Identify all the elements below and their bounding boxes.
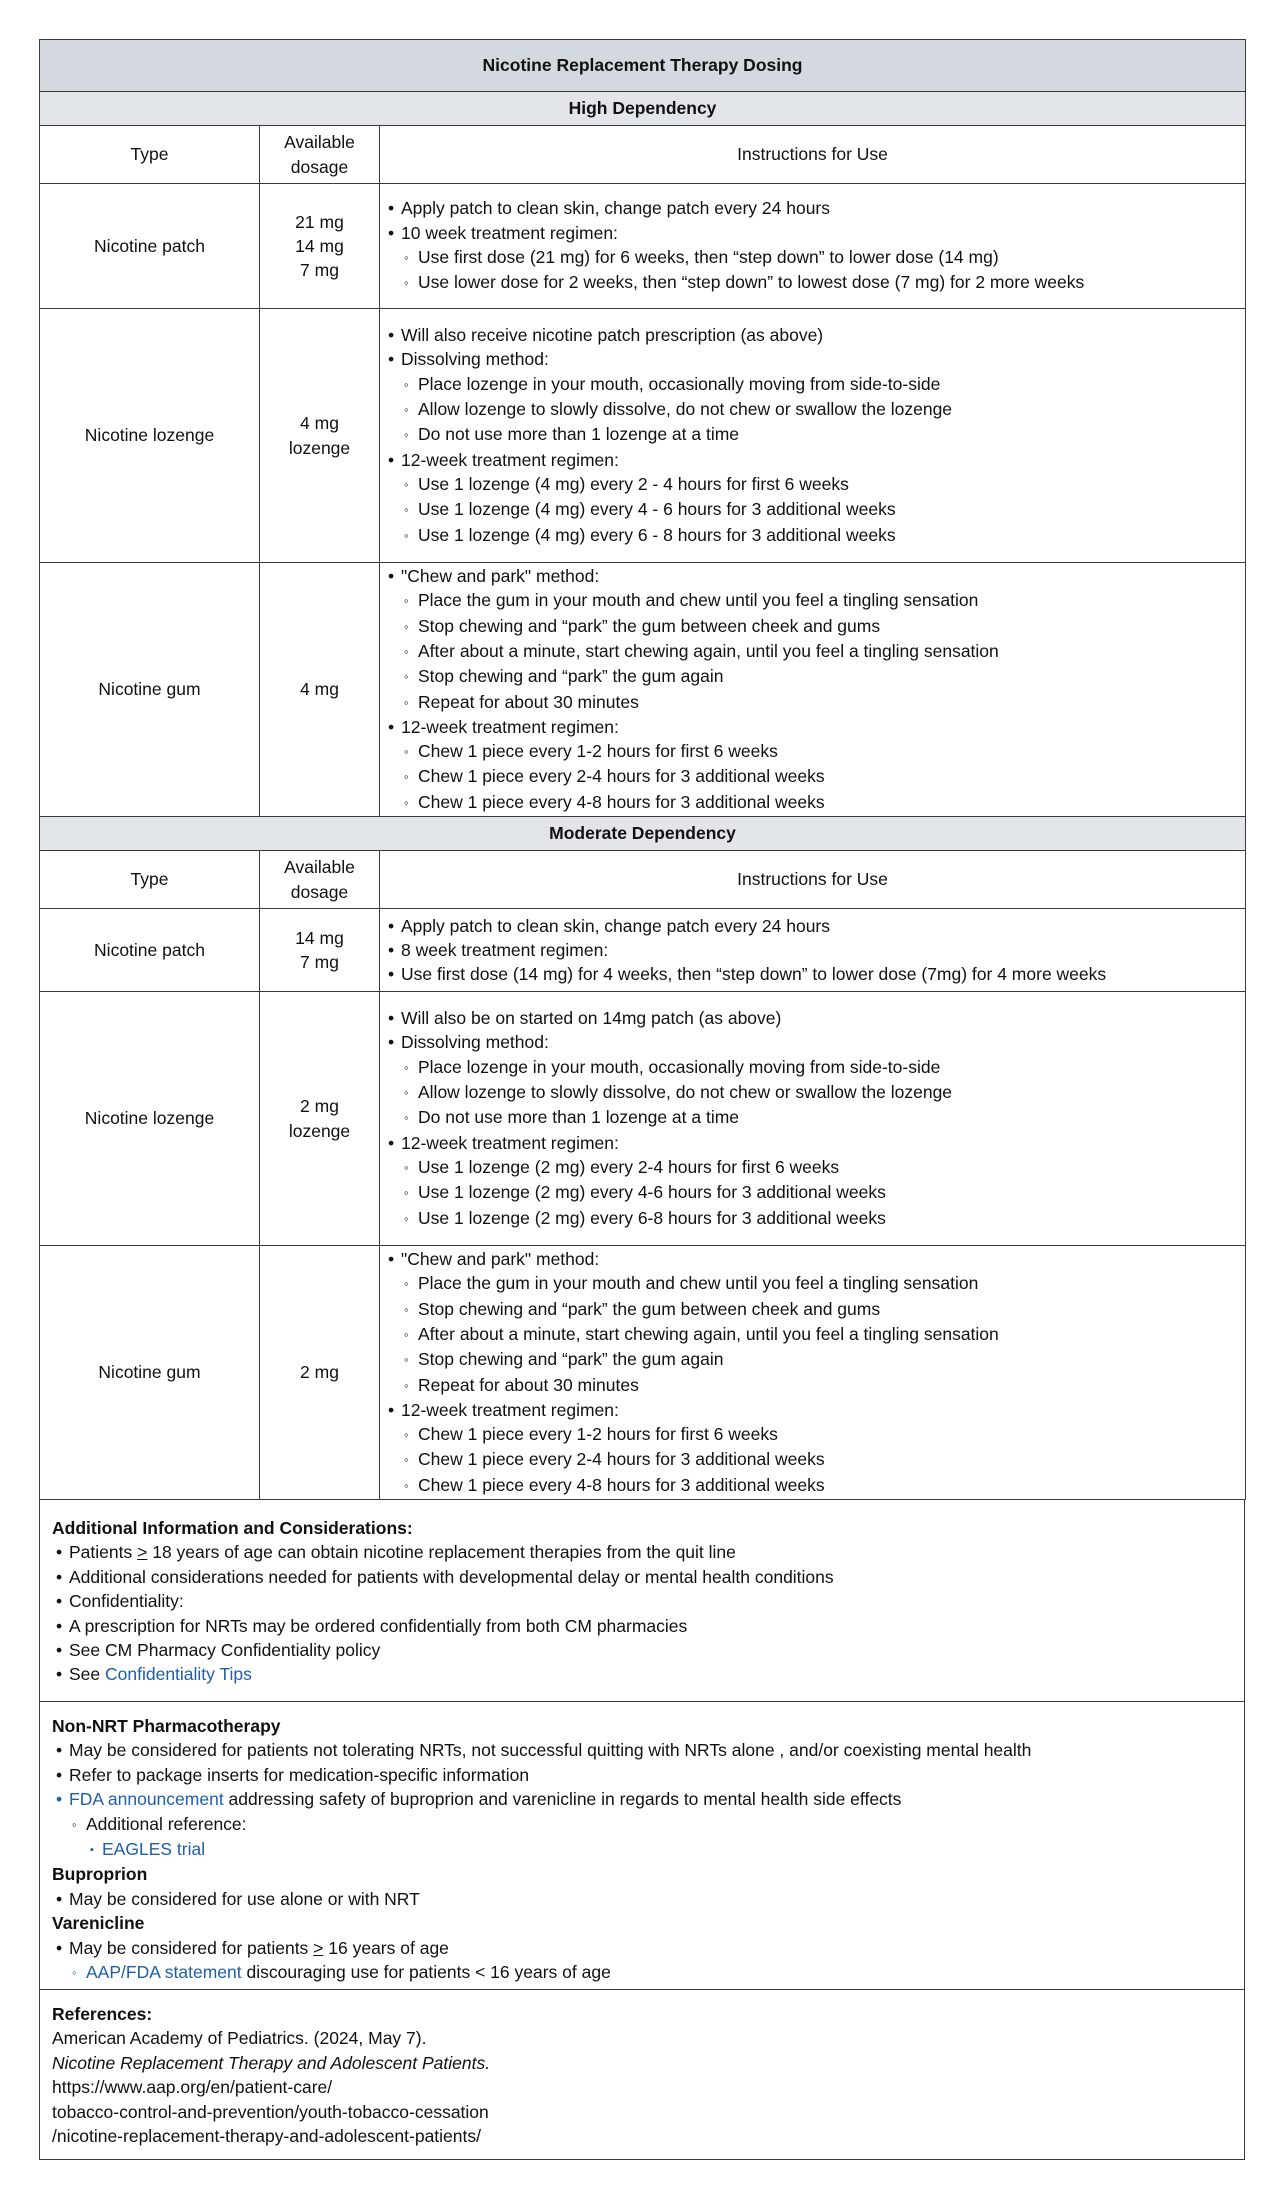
table-row xyxy=(40,563,1246,817)
circle-bullet-icon: ◦ xyxy=(404,502,409,518)
list-item xyxy=(388,790,1237,815)
list-item xyxy=(388,347,1237,371)
list-item xyxy=(388,690,1237,715)
circle-bullet-icon: ◦ xyxy=(404,427,409,443)
list-item xyxy=(388,1030,1237,1054)
instruction-text: 12-week treatment regimen: xyxy=(401,1132,619,1153)
circle-bullet-icon: ◦ xyxy=(404,402,409,418)
dosage-value: lozenge xyxy=(288,437,351,458)
list-item xyxy=(388,1105,1237,1130)
available-dosage xyxy=(260,563,380,817)
list-item xyxy=(388,372,1237,397)
list-item xyxy=(388,245,1237,270)
available-dosage xyxy=(260,309,380,563)
circle-bullet-icon: ◦ xyxy=(404,1059,409,1075)
eagles-trial-link[interactable]: EAGLES trial xyxy=(102,1839,206,1860)
list-item xyxy=(388,1373,1237,1398)
instruction-text: Chew 1 piece every 4-8 hours for 3 additional weeks xyxy=(418,1474,825,1495)
instructions-cell xyxy=(380,992,1246,1246)
nrt-type: Nicotine lozenge xyxy=(40,992,260,1246)
circle-bullet-icon: ◦ xyxy=(404,593,409,609)
available-dosage xyxy=(260,909,380,992)
instructions-cell xyxy=(380,909,1246,992)
list-item xyxy=(388,1447,1237,1472)
bullet-icon: • xyxy=(388,325,395,346)
list-item xyxy=(388,1422,1237,1447)
instructions-cell xyxy=(380,309,1246,563)
instruction-text: Dissolving method: xyxy=(401,1032,549,1053)
instruction-text: Chew 1 piece every 2-4 hours for 3 additional weeks xyxy=(418,766,825,787)
list-item xyxy=(388,472,1237,497)
circle-bullet-icon: ◦ xyxy=(404,694,409,710)
instruction-text: "Chew and park" method: xyxy=(401,566,600,587)
instruction-text: Use 1 lozenge (4 mg) every 2 - 4 hours for first 6 weeks xyxy=(418,473,849,494)
list-item xyxy=(388,1055,1237,1080)
bullet-icon: • xyxy=(56,1740,63,1761)
list-item xyxy=(388,523,1237,548)
circle-bullet-icon: ◦ xyxy=(404,744,409,760)
instruction-text: Use lower dose for 2 weeks, then “step down” to lowest dose (7 mg) for 2 more weeks xyxy=(418,272,1085,293)
instruction-text: Stop chewing and “park” the gum again xyxy=(418,666,724,687)
list-item xyxy=(388,1155,1237,1180)
circle-bullet-icon: ◦ xyxy=(404,1210,409,1226)
list-item xyxy=(388,221,1237,245)
list-item xyxy=(388,196,1237,220)
list-item: • Refer to package inserts for medication-specific information xyxy=(52,1763,1232,1787)
dosage-value: 2 mg xyxy=(300,1362,339,1383)
instruction-text: Chew 1 piece every 1-2 hours for first 6 weeks xyxy=(418,741,778,762)
list-item xyxy=(388,664,1237,689)
instruction-text: 10 week treatment regimen: xyxy=(401,222,618,243)
instruction-text: "Chew and park" method: xyxy=(401,1249,600,1270)
dosage-value: 14 mg xyxy=(295,235,344,256)
instruction-text: Place lozenge in your mouth, occasionally moving from side-to-side xyxy=(418,373,941,394)
instructions-list xyxy=(388,914,1237,987)
non-nrt-list xyxy=(52,1738,1232,1862)
instruction-text: Will also be on started on 14mg patch (as above) xyxy=(401,1008,782,1029)
nrt-type: Nicotine patch xyxy=(40,184,260,309)
nrt-type: Nicotine gum xyxy=(40,563,260,817)
bullet-icon: • xyxy=(388,1249,395,1270)
bullet-icon: • xyxy=(388,349,395,370)
section-row xyxy=(40,817,1246,851)
instruction-text: After about a minute, start chewing again, until you feel a tingling sensation xyxy=(418,1323,999,1344)
instruction-text: Place lozenge in your mouth, occasionally moving from side-to-side xyxy=(418,1056,941,1077)
non-nrt-box xyxy=(39,1702,1245,1990)
additional-info-heading: Additional Information and Considerations: xyxy=(52,1518,413,1538)
column-header-dosage-line: dosage xyxy=(290,881,349,902)
aap-fda-statement-link[interactable]: AAP/FDA statement xyxy=(86,1962,242,1983)
instruction-text: Use first dose (14 mg) for 4 weeks, then “step down” to lower dose (7mg) for 4 more weeks xyxy=(401,964,1107,985)
info-text: Patients xyxy=(69,1542,138,1563)
bullet-icon: • xyxy=(388,222,395,243)
bullet-icon: • xyxy=(388,198,395,219)
list-item: • May be considered for use alone or with NRT xyxy=(52,1887,1232,1911)
list-item xyxy=(388,1247,1237,1271)
circle-bullet-icon: ◦ xyxy=(404,769,409,785)
circle-bullet-icon: ◦ xyxy=(404,1326,409,1342)
circle-bullet-icon: ◦ xyxy=(404,527,409,543)
instruction-text: Use 1 lozenge (2 mg) every 6-8 hours for 3 additional weeks xyxy=(418,1207,886,1228)
list-item xyxy=(52,1589,1232,1613)
circle-bullet-icon: ◦ xyxy=(404,376,409,392)
reference-url: tobacco-control-and-prevention/youth-tobacco-cessation xyxy=(52,2101,489,2122)
confidentiality-tips-link[interactable]: Confidentiality Tips xyxy=(105,1664,252,1685)
instruction-text: Stop chewing and “park” the gum between cheek and gums xyxy=(418,1298,881,1319)
instructions-list xyxy=(388,1247,1237,1498)
circle-bullet-icon: ◦ xyxy=(404,1352,409,1368)
column-header-type: Type xyxy=(40,126,260,184)
instruction-text: Allow lozenge to slowly dissolve, do not chew or swallow the lozenge xyxy=(418,399,953,420)
reference-url: /nicotine-replacement-therapy-and-adolescent-patients/ xyxy=(52,2126,481,2147)
instruction-text: 8 week treatment regimen: xyxy=(401,939,609,960)
reference-title: Nicotine Replacement Therapy and Adolescent Patients. xyxy=(52,2052,491,2073)
instruction-text: Stop chewing and “park” the gum between cheek and gums xyxy=(418,615,881,636)
instructions-cell xyxy=(380,563,1246,817)
circle-bullet-icon: ◦ xyxy=(404,476,409,492)
instruction-text: Chew 1 piece every 2-4 hours for 3 additional weeks xyxy=(418,1449,825,1470)
list-item xyxy=(388,1322,1237,1347)
list-item xyxy=(52,1837,1232,1862)
list-item xyxy=(388,1297,1237,1322)
instruction-text: Apply patch to clean skin, change patch every 24 hours xyxy=(401,198,831,219)
list-item xyxy=(388,962,1237,986)
circle-bullet-icon: ◦ xyxy=(404,1110,409,1126)
column-header-dosage-line: dosage xyxy=(290,156,349,177)
bullet-icon: • xyxy=(56,1937,63,1958)
list-item xyxy=(388,1131,1237,1155)
list-item xyxy=(388,715,1237,739)
instruction-text: Chew 1 piece every 4-8 hours for 3 additional weeks xyxy=(418,791,825,812)
references-box xyxy=(39,1990,1245,2160)
list-item: • May be considered for patients not tolerating NRTs, not successful quitting with NRTs alone , and/or coexisting mental health xyxy=(52,1738,1232,1762)
varenicline-heading: Varenicline xyxy=(52,1913,145,1934)
list-item xyxy=(388,739,1237,764)
bullet-icon: • xyxy=(56,1542,63,1563)
circle-bullet-icon: ◦ xyxy=(404,1276,409,1292)
bullet-icon: • xyxy=(388,449,395,470)
instruction-text: Use 1 lozenge (4 mg) every 6 - 8 hours for 3 additional weeks xyxy=(418,524,896,545)
section-row xyxy=(40,92,1246,126)
bullet-icon: • xyxy=(388,915,395,936)
buproprion-list xyxy=(52,1887,1232,1911)
list-item: • FDA announcement addressing safety of buproprion and varenicline in regards to mental health side effects xyxy=(52,1787,1232,1811)
bullet-icon: • xyxy=(388,1132,395,1153)
bullet-icon: • xyxy=(56,1615,63,1636)
dosage-value: lozenge xyxy=(288,1120,351,1141)
bullet-icon: • xyxy=(56,1664,63,1685)
info-text: Confidentiality: xyxy=(69,1591,184,1612)
info-text: See CM Pharmacy Confidentiality policy xyxy=(69,1640,381,1661)
list-item xyxy=(388,1180,1237,1205)
list-item xyxy=(388,1006,1237,1030)
table-row xyxy=(40,184,1246,309)
list-item xyxy=(52,1638,1232,1662)
table-row xyxy=(40,309,1246,563)
varenicline-list xyxy=(52,1936,1232,1986)
dosage-value: 7 mg xyxy=(300,952,339,972)
list-item xyxy=(388,938,1237,962)
list-item xyxy=(388,397,1237,422)
list-item xyxy=(388,588,1237,613)
bullet-icon: • xyxy=(56,1640,63,1661)
instruction-text: 12-week treatment regimen: xyxy=(401,716,619,737)
list-item xyxy=(388,1080,1237,1105)
bullet-icon: • xyxy=(388,939,395,960)
info-text: A prescription for NRTs may be ordered confidentially from both CM pharmacies xyxy=(69,1615,688,1636)
list-item xyxy=(52,1565,1232,1589)
list-item: • May be considered for patients > 16 years of age xyxy=(52,1936,1232,1960)
circle-bullet-icon: ◦ xyxy=(404,643,409,659)
additional-info-box xyxy=(39,1500,1245,1702)
section-heading: High Dependency xyxy=(40,92,1246,126)
instruction-text: Will also receive nicotine patch prescription (as above) xyxy=(401,325,824,346)
column-header-dosage xyxy=(260,126,380,184)
circle-bullet-icon: ◦ xyxy=(404,1301,409,1317)
instructions-list xyxy=(388,564,1237,815)
circle-bullet-icon: ◦ xyxy=(404,669,409,685)
list-item xyxy=(388,270,1237,295)
bullet-icon: • xyxy=(56,1591,63,1612)
column-header-instructions: Instructions for Use xyxy=(380,126,1246,184)
instruction-text: After about a minute, start chewing again, until you feel a tingling sensation xyxy=(418,640,999,661)
instruction-text: Allow lozenge to slowly dissolve, do not chew or swallow the lozenge xyxy=(418,1082,953,1103)
available-dosage xyxy=(260,1246,380,1500)
dosage-value: 14 mg xyxy=(295,927,344,948)
table-row xyxy=(40,1246,1246,1500)
dosage-value: 4 mg xyxy=(300,679,339,700)
circle-bullet-icon: ◦ xyxy=(404,1185,409,1201)
column-header-instructions: Instructions for Use xyxy=(380,851,1246,909)
list-item xyxy=(388,914,1237,938)
instructions-cell xyxy=(380,184,1246,309)
info-text: Additional considerations needed for patients with developmental delay or mental health conditions xyxy=(69,1566,834,1587)
table-title: Nicotine Replacement Therapy Dosing xyxy=(40,40,1246,92)
nrt-type: Nicotine lozenge xyxy=(40,309,260,563)
additional-info-list xyxy=(52,1540,1232,1686)
circle-bullet-icon: ◦ xyxy=(72,1965,77,1981)
square-bullet-icon: ▪ xyxy=(90,1844,94,1857)
column-header-row xyxy=(40,851,1246,909)
section-heading: Moderate Dependency xyxy=(40,817,1246,851)
list-item xyxy=(388,448,1237,472)
bullet-icon: • xyxy=(56,1888,63,1909)
list-item: ◦ AAP/FDA statement discouraging use for patients < 16 years of age xyxy=(52,1960,1232,1985)
instructions-list xyxy=(388,323,1237,548)
dosage-value: 2 mg xyxy=(300,1096,339,1117)
instruction-text: Use first dose (21 mg) for 6 weeks, then “step down” to lower dose (14 mg) xyxy=(418,247,999,267)
references-heading: References: xyxy=(52,2004,153,2024)
instructions-cell xyxy=(380,1246,1246,1500)
circle-bullet-icon: ◦ xyxy=(404,1377,409,1393)
list-item xyxy=(388,639,1237,664)
bullet-icon: • xyxy=(388,1399,395,1420)
column-header-dosage-line: Available xyxy=(284,132,355,153)
instruction-text: Use 1 lozenge (4 mg) every 4 - 6 hours for 3 additional weeks xyxy=(418,499,896,520)
info-text: 18 years of age can obtain nicotine replacement therapies from the quit line xyxy=(147,1542,736,1563)
list-item: ◦ Additional reference: xyxy=(52,1812,1232,1837)
instruction-text: Repeat for about 30 minutes xyxy=(418,1374,639,1395)
reference-line: American Academy of Pediatrics. (2024, May 7). xyxy=(52,2028,427,2049)
circle-bullet-icon: ◦ xyxy=(404,250,409,265)
buproprion-heading: Buproprion xyxy=(52,1864,148,1885)
dosing-table xyxy=(39,39,1246,1500)
column-header-type: Type xyxy=(40,851,260,909)
non-nrt-heading: Non-NRT Pharmacotherapy xyxy=(52,1716,281,1736)
list-item xyxy=(388,1347,1237,1372)
instruction-text: Repeat for about 30 minutes xyxy=(418,691,639,712)
list-item xyxy=(52,1662,1232,1686)
bullet-icon: • xyxy=(388,716,395,737)
bullet-icon: • xyxy=(56,1566,63,1587)
instruction-text: 12-week treatment regimen: xyxy=(401,1399,619,1420)
circle-bullet-icon: ◦ xyxy=(404,1452,409,1468)
nrt-dosing-document xyxy=(39,39,1245,2160)
info-text: See xyxy=(69,1664,105,1685)
instruction-text: Dissolving method: xyxy=(401,349,549,370)
list-item xyxy=(52,1614,1232,1638)
list-item xyxy=(388,1473,1237,1498)
table-row xyxy=(40,992,1246,1246)
dosage-value: 4 mg xyxy=(300,413,339,434)
bullet-icon: • xyxy=(388,566,395,587)
circle-bullet-icon: ◦ xyxy=(404,1085,409,1101)
circle-bullet-icon: ◦ xyxy=(404,794,409,810)
greater-equal-symbol: > xyxy=(137,1542,148,1563)
list-item xyxy=(388,422,1237,447)
instruction-text: Place the gum in your mouth and chew until you feel a tingling sensation xyxy=(418,1273,979,1294)
available-dosage xyxy=(260,992,380,1246)
nrt-type: Nicotine patch xyxy=(40,909,260,992)
instruction-text: Stop chewing and “park” the gum again xyxy=(418,1349,724,1370)
circle-bullet-icon: ◦ xyxy=(404,1477,409,1493)
instruction-text: 12-week treatment regimen: xyxy=(401,449,619,470)
circle-bullet-icon: ◦ xyxy=(72,1816,77,1832)
column-header-dosage xyxy=(260,851,380,909)
dosage-value: 21 mg xyxy=(295,211,344,232)
list-item xyxy=(388,614,1237,639)
bullet-icon: • xyxy=(388,1032,395,1053)
circle-bullet-icon: ◦ xyxy=(404,1427,409,1443)
nrt-type: Nicotine gum xyxy=(40,1246,260,1500)
dosage-value: 7 mg xyxy=(300,260,339,281)
fda-announcement-link[interactable]: FDA announcement xyxy=(69,1789,224,1810)
table-row xyxy=(40,909,1246,992)
bullet-icon: • xyxy=(388,964,395,985)
instruction-text: Chew 1 piece every 1-2 hours for first 6 weeks xyxy=(418,1424,778,1445)
reference-url: https://www.aap.org/en/patient-care/ xyxy=(52,2077,333,2098)
bullet-icon: • xyxy=(56,1789,63,1810)
instruction-text: Use 1 lozenge (2 mg) every 2-4 hours for first 6 weeks xyxy=(418,1156,840,1177)
list-item xyxy=(388,497,1237,522)
circle-bullet-icon: ◦ xyxy=(404,1159,409,1175)
instructions-list xyxy=(388,196,1237,295)
bullet-icon: • xyxy=(56,1764,63,1785)
list-item xyxy=(52,1540,1232,1564)
instruction-text: Do not use more than 1 lozenge at a time xyxy=(418,424,740,445)
instruction-text: Use 1 lozenge (2 mg) every 4-6 hours for 3 additional weeks xyxy=(418,1182,886,1203)
list-item xyxy=(388,1206,1237,1231)
list-item xyxy=(388,1271,1237,1296)
instruction-text: Do not use more than 1 lozenge at a time xyxy=(418,1107,740,1128)
circle-bullet-icon: ◦ xyxy=(404,618,409,634)
available-dosage xyxy=(260,184,380,309)
list-item xyxy=(388,764,1237,789)
list-item xyxy=(388,1398,1237,1422)
bullet-icon: • xyxy=(388,1008,395,1029)
circle-bullet-icon: ◦ xyxy=(404,275,409,291)
instruction-text: Apply patch to clean skin, change patch every 24 hours xyxy=(401,915,831,936)
column-header-row xyxy=(40,126,1246,184)
list-item xyxy=(388,564,1237,588)
instruction-text: Place the gum in your mouth and chew until you feel a tingling sensation xyxy=(418,590,979,611)
instructions-list xyxy=(388,1006,1237,1231)
list-item xyxy=(388,323,1237,347)
column-header-dosage-line: Available xyxy=(284,857,355,878)
